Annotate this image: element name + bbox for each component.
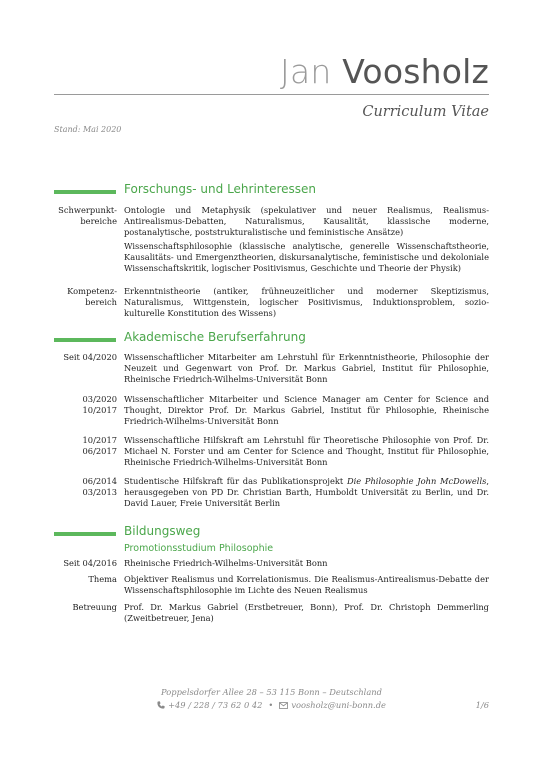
- entry-label: 06/2014 03/2013: [82, 476, 117, 497]
- last-name: Voosholz: [342, 52, 489, 91]
- envelope-icon: [279, 701, 288, 711]
- entry-label: Betreuung: [72, 602, 117, 612]
- entry-label: 03/2020 10/2017: [82, 394, 117, 415]
- entry-text: Wissenschaftliche Hilfskraft am Lehrstuhl für Theoretische Philosophie von Prof. Dr. Michael N. Forster und am Center for Science and Thought, Institut für Philosophie, Rheinische Friedrich-Wilhelms-Universität Bonn: [124, 435, 489, 467]
- revision-date: Stand: Mai 2020: [54, 125, 122, 134]
- entry-label: 10/2017 06/2017: [82, 435, 117, 456]
- header-rule: [54, 94, 489, 95]
- email-link[interactable]: voosholz@uni-bonn.de: [291, 700, 386, 710]
- page-number: 1/6: [475, 700, 489, 710]
- section-accent-bar: [54, 338, 116, 342]
- entry-label: Schwerpunkt- bereiche: [58, 205, 117, 226]
- entry-text: Ontologie und Metaphysik (spekulativer und neuer Realismus, Realismus-Antirealismus-Debatten, Naturalismus, Kausalität, klassische moderne, postanalytische, poststrukturalistische und feministische Ansätze): [124, 205, 489, 237]
- section-career: [54, 330, 489, 348]
- entry-label: Seit 04/2016: [63, 558, 117, 568]
- entry-text: Prof. Dr. Markus Gabriel (Erstbetreuer, Bonn), Prof. Dr. Christoph Demmerling (Zweitbetreuer, Jena): [124, 602, 489, 623]
- person-name: [280, 52, 489, 92]
- section-title: Forschungs- und Lehrinteressen: [124, 182, 317, 196]
- phone-number[interactable]: +49 / 228 / 73 62 0 42: [168, 700, 263, 710]
- entry-text: Studentische Hilfskraft für das Publikationsprojekt Die Philosophie John McDowells, herausgegeben von PD Dr. Christian Barth, Humboldt Universität zu Berlin, und Dr. David Lauer, Freie Universität Berlin: [124, 476, 490, 508]
- phone-icon: [157, 701, 165, 711]
- entry-text: Wissenschaftsphilosophie (klassische analytische, generelle Wissenschaftstheorie, Kausalitäts- und Emergenztheorien, diskursanalytische, feministische und dekoloniale Wissenschaftskritik, logischer Positivismus, Geschichte und Theorie der Physik): [124, 241, 489, 273]
- entry-text: Erkenntnistheorie (antiker, frühneuzeitlicher und moderner Skeptizismus, Naturalismus, Wittgenstein, logischer Positivismus, Induktionsproblem, sozio-kulturelle Konstitution des Wissens): [124, 286, 489, 318]
- section-research: [54, 182, 489, 200]
- entry-label: Kompetenz- bereich: [67, 286, 117, 307]
- entry-text: Rheinische Friedrich-Wilhelms-Universität Bonn: [124, 558, 328, 568]
- first-name: Jan: [280, 52, 332, 91]
- publication-title: Die Philosophie John McDowells: [346, 476, 487, 486]
- education-subhead: Promotionsstudium Philosophie: [124, 543, 274, 554]
- entry-text: Objektiver Realismus und Korrelationismus. Die Realismus-Antirealismus-Debatte der Wissenschaftsphilosophie im Lichte des Neuen Realismus: [124, 574, 489, 595]
- entry-text: Wissenschaftlicher Mitarbeiter und Science Manager am Center for Science and Thought, Direktor Prof. Dr. Markus Gabriel, Institut für Philosophie, Rheinische Friedrich-Wilhelms-Universität Bonn: [124, 394, 489, 426]
- section-title: Akademische Berufserfahrung: [124, 330, 306, 344]
- footer-address: Poppelsdorfer Allee 28 – 53 115 Bonn – Deutschland: [161, 687, 382, 697]
- separator-bullet: •: [268, 700, 274, 710]
- section-education: [54, 524, 489, 542]
- section-title: Bildungsweg: [124, 524, 201, 538]
- entry-label: Thema: [88, 574, 117, 584]
- document-subtitle: Curriculum Vitae: [362, 104, 489, 120]
- section-accent-bar: [54, 190, 116, 194]
- entry-label: Seit 04/2020: [63, 352, 117, 362]
- section-accent-bar: [54, 532, 116, 536]
- footer-contact: [0, 700, 543, 711]
- entry-text: Wissenschaftlicher Mitarbeiter am Lehrstuhl für Erkenntnistheorie, Philosophie der Neuzeit und Gegenwart von Prof. Dr. Markus Gabriel, Institut für Philosophie, Rheinische Friedrich-Wilhelms-Universität Bonn: [124, 352, 489, 384]
